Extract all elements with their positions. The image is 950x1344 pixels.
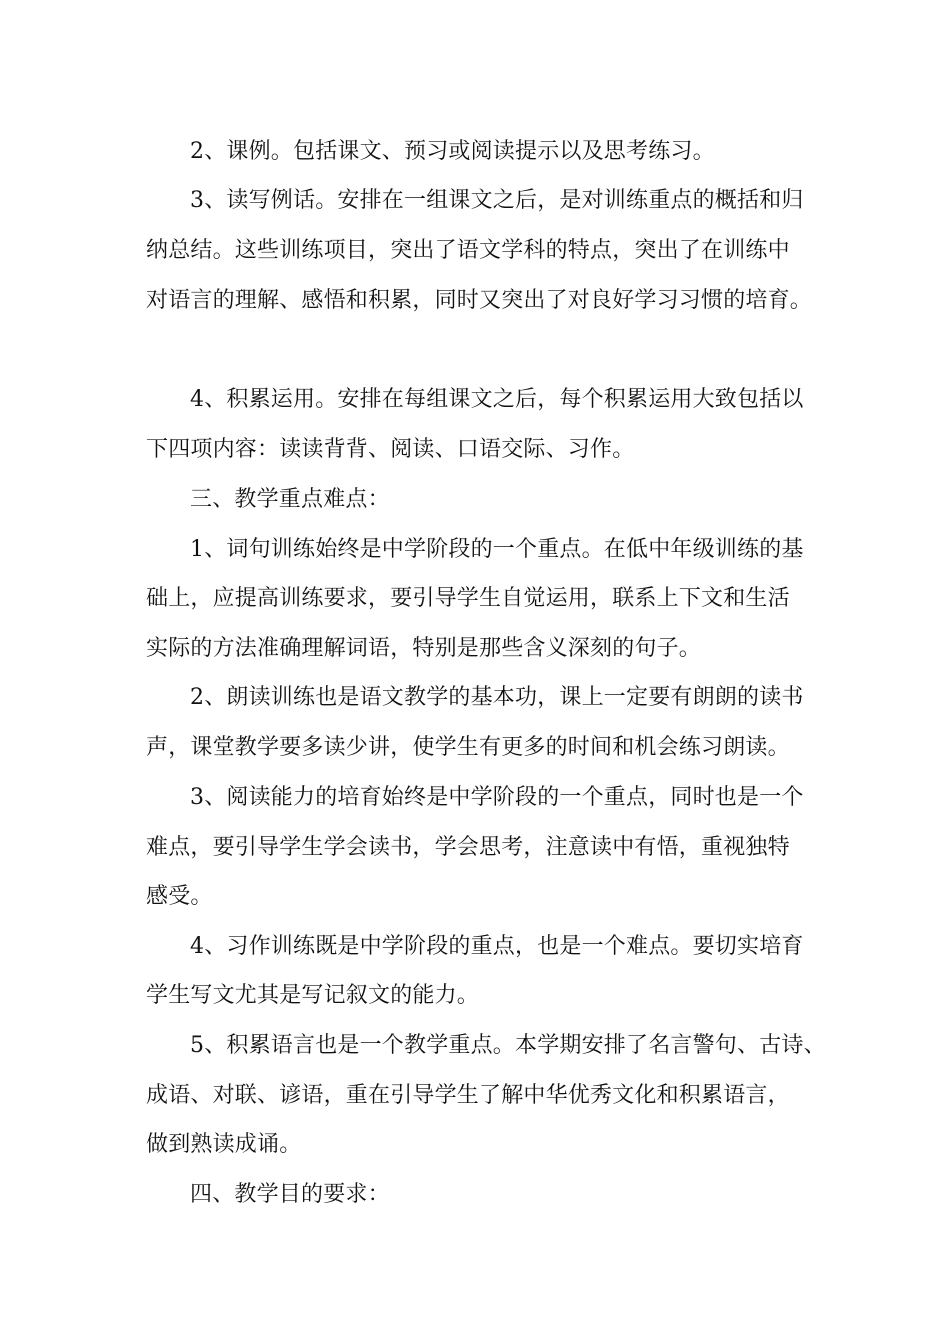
section-heading: 四、教学目的要求： [190, 1182, 390, 1207]
paragraph-line: 5、积累语言也是一个教学重点。本学期安排了名言警句、古诗、 [190, 1033, 826, 1058]
paragraph-line: 难点，要引导学生学会读书，学会思考，注意读中有悟，重视独特 [146, 835, 790, 860]
paragraph-line: 2、朗读训练也是语文教学的基本功，课上一定要有朗朗的读书 [190, 685, 804, 710]
paragraph-line: 对语言的理解、感悟和积累，同时又突出了对良好学习习惯的培育。 [146, 288, 813, 313]
paragraph-line: 声，课堂教学要多读少讲，使学生有更多的时间和机会练习朗读。 [146, 735, 790, 760]
paragraph-line: 实际的方法准确理解词语，特别是那些含义深刻的句子。 [146, 636, 702, 661]
paragraph-line: 4、积累运用。安排在每组课文之后，每个积累运用大致包括以 [190, 387, 804, 412]
paragraph-line: 做到熟读成诵。 [146, 1132, 302, 1157]
section-heading: 三、教学重点难点： [190, 487, 390, 512]
paragraph-line: 纳总结。这些训练项目，突出了语文学科的特点，突出了在训练中 [146, 238, 790, 263]
paragraph-line: 成语、对联、谚语，重在引导学生了解中华优秀文化和积累语言， [146, 1083, 790, 1108]
paragraph-line: 础上，应提高训练要求，要引导学生自觉运用，联系上下文和生活 [146, 586, 790, 611]
paragraph-line: 4、习作训练既是中学阶段的重点，也是一个难点。要切实培育 [190, 934, 804, 959]
paragraph-line: 3、读写例话。安排在一组课文之后，是对训练重点的概括和归 [190, 188, 804, 213]
paragraph-line: 3、阅读能力的培育始终是中学阶段的一个重点，同时也是一个 [190, 785, 804, 810]
paragraph-line: 学生写文尤其是写记叙文的能力。 [146, 983, 480, 1008]
paragraph-line: 感受。 [146, 884, 213, 909]
paragraph-line: 下四项内容：读读背背、阅读、口语交际、习作。 [146, 437, 635, 462]
paragraph-line: 2、课例。包括课文、预习或阅读提示以及思考练习。 [190, 139, 715, 164]
paragraph-line: 1、词句训练始终是中学阶段的一个重点。在低中年级训练的基 [190, 537, 804, 562]
